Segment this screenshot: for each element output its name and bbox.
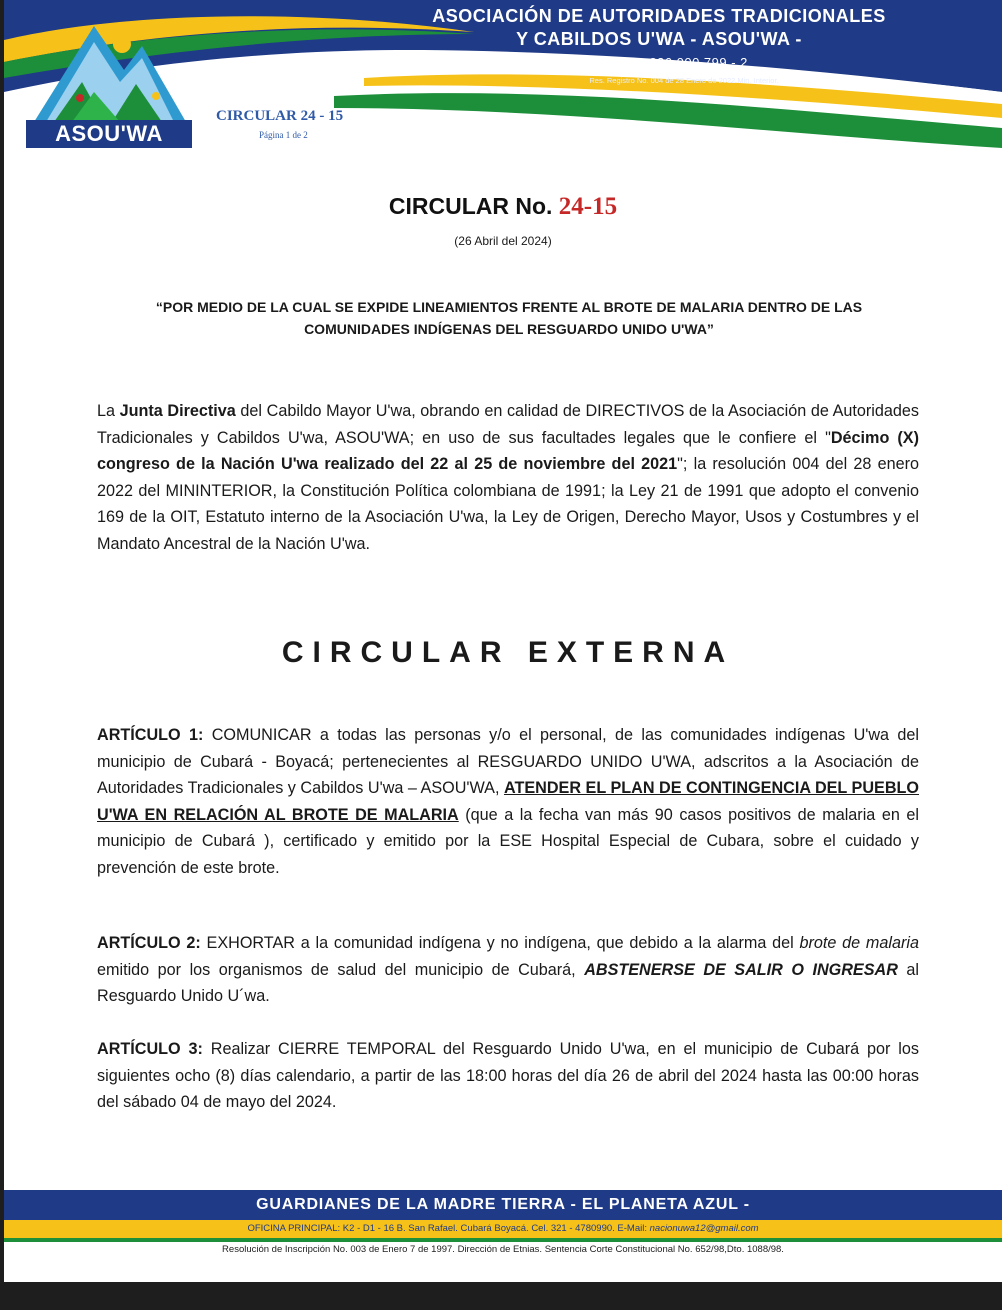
intro-text-3: "; la resolución 004 del 28 enero 2022 del MININTERIOR, la Constitución Política colombiana de 1991; la Ley 21 de 1991 que adopto el convenio 169 de la OIT, Estatuto interno de la Asociación U'wa, la Ley de Origen, Derecho Mayor, Usos y Costumbres y el Mandato Ancestral de la Nación U'wa. (97, 455, 919, 553)
footer-email: nacionuwa12@gmail.com (649, 1223, 759, 1234)
article-3-text-1: Realizar CIERRE TEMPORAL del Resguardo Unido U'wa, en el municipio de Cubará por los siguientes ocho (8) días calendario, a partir de las 18:00 horas del día 26 de abril del 2024 hasta las 00:00 horas del sábado 04 de mayo del 2024. (97, 1040, 919, 1111)
article-2-emphasis: ABSTENERSE DE SALIR O INGRESAR (584, 960, 898, 979)
article-3 (97, 1036, 919, 1116)
intro-paragraph (97, 398, 919, 557)
footer-slogan: GUARDIANES DE LA MADRE TIERRA - EL PLANETA AZUL - (4, 1190, 1002, 1220)
footer-office-text: OFICINA PRINCIPAL: K2 - D1 - 16 B. San Rafael. Cubará Boyacá. Cel. 321 - 4780990. E-Mail: (247, 1223, 650, 1234)
org-registration: Res. Registro No. 004 de 28 Enero de 2022 Min. Interior. (589, 76, 779, 85)
circular-title (4, 193, 1002, 221)
org-nit: NIT. 826.000.799 - 2 (620, 55, 748, 70)
article-2-text-3: al Resguardo Unido U´wa. (97, 960, 919, 1005)
intro-bold-2: Décimo (X) congreso de la Nación U'wa realizado del 22 al 25 de noviembre del 2021 (97, 428, 919, 473)
footer-office (4, 1220, 1002, 1238)
org-name-line2: Y CABILDOS U'WA - ASOU'WA - (516, 29, 802, 49)
page-reference: Página 1 de 2 (259, 130, 308, 140)
circular-title-prefix: CIRCULAR No. (388, 193, 553, 219)
article-1-text-2: (que a la fecha van más 90 casos positivos de malaria en el municipio de Cubará ), certificado y emitido por la ESE Hospital Especial de Cubara, sobre el cuidado y prevención de este brote. (97, 805, 919, 877)
article-2-italic: brote de malaria (799, 934, 919, 952)
intro-text-1: La (97, 402, 120, 420)
org-name-line1: ASOCIACIÓN DE AUTORIDADES TRADICIONALES (432, 6, 886, 26)
article-2-text-2: emitido por los organismos de salud del municipio de Cubará, (97, 960, 585, 979)
circular-subject: “POR MEDIO DE LA CUAL SE EXPIDE LINEAMIENTOS FRENTE AL BROTE DE MALARIA DENTRO DE LAS COMUNIDADES INDÍGENAS DEL RESGUARDO UNIDO U'WA” (155, 299, 863, 337)
footer-resolution: Resolución de Inscripción No. 003 de Enero 7 de 1997. Dirección de Etnias. Sentencia Corte Constitucional No. 652/98,Dto. 1088/98. (222, 1244, 784, 1255)
section-heading: CIRCULAR EXTERNA (281, 636, 735, 669)
intro-bold-1: Junta Directiva (119, 402, 236, 420)
circular-reference: CIRCULAR 24 - 15 (216, 108, 344, 124)
footer-divider (4, 1238, 1002, 1242)
article-3-label: ARTÍCULO 3: (97, 1040, 203, 1058)
article-2-label: ARTÍCULO 2: (97, 934, 201, 952)
logo-text: ASOU'WA (26, 120, 192, 148)
article-1-label: ARTÍCULO 1: (97, 726, 204, 744)
article-1-text-1: COMUNICAR a todas las personas y/o el personal, de las comunidades indígenas U'wa del municipio de Cubará - Boyacá; pertenecientes al RESGUARDO UNIDO U'WA, adscritos a la Asociación de Autoridades Tradicionales y Cabildos U'wa – ASOU'WA, (97, 726, 919, 797)
article-1 (97, 722, 919, 881)
intro-text-2: del Cabildo Mayor U'wa, obrando en calidad de DIRECTIVOS de la Asociación de Autoridades Tradicionales y Cabildos U'wa, ASOU'WA; en uso de sus facultades legales que le confiere el " (97, 402, 919, 447)
circular-number: 24-15 (558, 193, 618, 220)
circular-date: (26 Abril del 2024) (454, 234, 552, 248)
article-2 (97, 930, 919, 1010)
article-1-emphasis: ATENDER EL PLAN DE CONTINGENCIA DEL PUEBLO U'WA EN RELACIÓN AL BROTE DE MALARIA (97, 779, 919, 824)
article-2-text-1: EXHORTAR a la comunidad indígena y no indígena, que debido a la alarma del (200, 934, 800, 952)
document-page (4, 0, 1002, 1282)
